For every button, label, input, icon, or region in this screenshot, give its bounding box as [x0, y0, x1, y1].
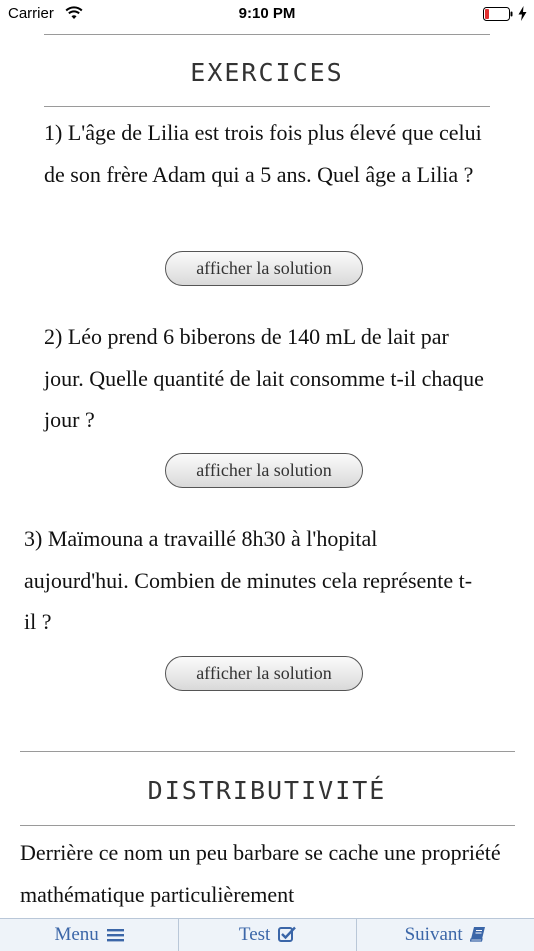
book-icon [470, 926, 486, 942]
menu-tab-label: Menu [54, 924, 99, 945]
show-solution-button-2[interactable]: afficher la solution [165, 453, 363, 488]
distributivity-top-divider [20, 751, 515, 752]
exercise-3-text: 3) Maïmouna a travaillé 8h30 à l'hopital aujourd'hui. Combien de minutes cela représente t-il ? [24, 526, 473, 634]
test-tab[interactable] [179, 919, 356, 951]
distributivity-title-divider [20, 825, 515, 826]
battery-icon [483, 7, 513, 21]
next-tab[interactable] [357, 919, 534, 951]
test-tab-label: Test [238, 924, 271, 945]
show-solution-button-1[interactable]: afficher la solution [165, 251, 363, 286]
carrier-label: Carrier [8, 5, 54, 22]
menu-tab[interactable] [0, 919, 178, 951]
distributivity-intro: Derrière ce nom un peu barbare se cache une propriété mathématique particulièrement [20, 840, 501, 907]
show-solution-button-3[interactable]: afficher la solution [165, 656, 363, 691]
exercises-title-divider [44, 106, 490, 107]
next-tab-label: Suivant [404, 924, 463, 945]
checkbox-check-icon [278, 926, 296, 942]
status-bar [0, 0, 534, 28]
top-divider [44, 34, 490, 35]
exercise-2-text: 2) Léo prend 6 biberons de 140 mL de lait par jour. Quelle quantité de lait consomme t-il chaque jour ? [44, 324, 484, 432]
hamburger-menu-icon [107, 928, 124, 942]
distributivity-title: DISTRIBUTIVITÉ [147, 776, 387, 805]
bottom-tab-bar [0, 918, 534, 951]
exercises-title: EXERCICES [190, 58, 344, 87]
charging-bolt-icon [518, 6, 527, 21]
exercise-1-text: 1) L'âge de Lilia est trois fois plus élevé que celui de son frère Adam qui a 5 ans. Quel âge a Lilia ? [44, 120, 482, 187]
clock: 9:10 PM [238, 5, 296, 22]
